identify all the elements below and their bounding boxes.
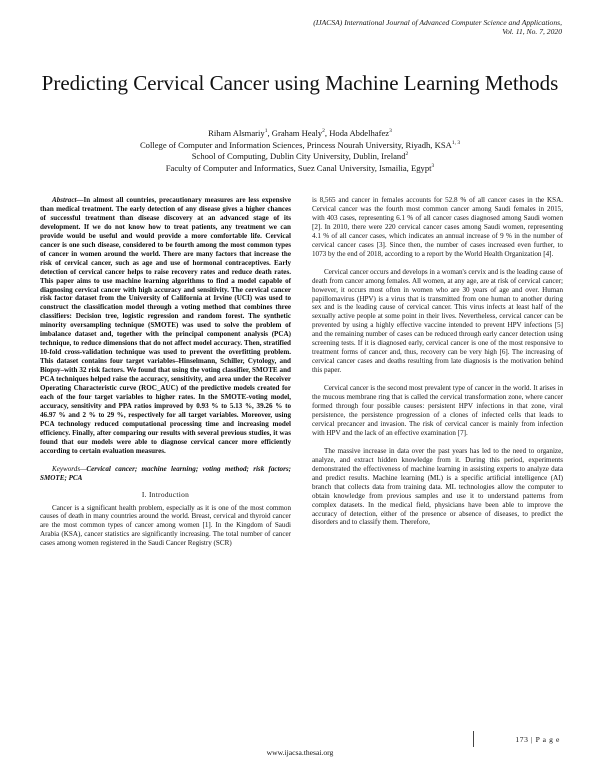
keywords-lead: Keywords—	[52, 464, 87, 473]
affiliation-1: College of Computer and Information Sciences, Princess Nourah University, Riyadh, KSA$^{1, 3}$	[139, 139, 461, 150]
author-names: Riham Alsmariy$^1$, Graham Healy$^2$, Hoda Abdelhafez$^3$	[208, 128, 392, 138]
author-1: Riham Alsmariy	[208, 128, 265, 138]
affiliation-3: Faculty of Computer and Informatics, Suez Canal University, Ismailia, Egypt$^3$	[165, 162, 435, 173]
journal-header	[202, 18, 562, 37]
abstract-text: In almost all countries, precautionary measures are less expensive than medical treatment. The early detection of any disease gives a higher chances of successful treatment than disease discovery at an advanced stage of its development. If we do not know how to treat patients, any treatment we can provide would be useful and would provide a more comfortable life. Cervical cancer is one such disease, considered to be fourth among the most common types of cancer in women around the world. There are many factors that increase the risk of cervical cancer, such as age and use of hormonal contraceptives. Early detection of cervical cancer helps to raise recovery rates and reduce death rates. This paper aims to use machine learning algorithms to find a model capable of diagnosing cervical cancer with high accuracy and sensitivity. The cervical cancer risk factor dataset from the University of California at Irvine (UCI) was used to construct the classification model through a voting method that combines three classifiers: Decision tree, logistic regression and random forest. The synthetic minority oversampling technique (SMOTE) was used to solve the problem of imbalance dataset and, together with the principal component analysis (PCA) technique, to reduce dimensions that do not affect model accuracy. Then, stratified 10-fold cross-validation technique was used to prevent the overfitting problem. This dataset contains four target variables–Hinselmann, Schiller, Cytology, and Biopsy–with 32 risk factors. We found that using the voting classifier, SMOTE and PCA techniques helped raise the accuracy, sensitivity, and area under the Receiver Operating Characteristic curve (ROC_AUC) of the predictive models created for each of the four target variables to higher rates. In the SMOTE-voting model, accuracy, sensitivity and PPA ratios improved by 0.93 % to 5.13 %, 39.26 % to 46.97 % and 2 % to 29 %, respectively for all target variables. Moreover, using PCA technology reduced computational processing time and increasing model efficiency. Finally, after comparing our results with several previous studies, it was found that our models were able to diagnose cervical cancer more efficiently according to certain evaluation measures.	[40, 196, 291, 455]
body-paragraph-4: The massive increase in data over the past years has led to the need to organize, analyze, and extract hidden knowledge from it. During this period, experiments demonstrated the effectiveness of machine learning in assisting experts to analyze data and predict results. Machine learning (ML) is a specific artificial intelligence (AI) branch that collects data from training data. ML technologies allow the computer to obtain knowledge from previous samples and use it to understand patterns from complex datasets. In the medical field, physicians have been able to improve the accuracy of detection, either of the presence or absence of diseases, to predict the disorders and to classify them. Therefore,	[312, 446, 563, 527]
author-1-sup: 1	[264, 128, 268, 135]
author-2-sup: 2	[322, 128, 325, 135]
author-3: Hoda Abdelhafez	[329, 128, 390, 138]
section-heading-introduction: I. Introduction	[141, 489, 190, 499]
abstract-lead: Abstract—	[52, 196, 84, 204]
paper-title: Predicting Cervical Cancer using Machine Learning Methods	[41, 71, 559, 96]
body-paragraph-3: Cervical cancer is the second most prevalent type of cancer in the world. It arises in the mucous membrane ring that is called the cervical transformation zone, where cancer formed through four possible causes: persistent HPV infections in that zone, viral persistence, the persistence progression of a clones of infected cells that leads to cervical precancer and invasion. The risk of cervical cancer is mainly from infection with HPV and the lack of an effective examination [7].	[312, 384, 563, 437]
author-2: Graham Healy	[271, 128, 323, 138]
journal-volume: Vol. 11, No. 7, 2020	[502, 27, 562, 37]
left-column	[40, 196, 291, 548]
page-number: 173 | P a g e	[515, 735, 560, 744]
keywords-text: Cervical cancer; machine learning; voting method; risk factors; SMOTE; PCA	[40, 464, 291, 482]
body-paragraph-2: Cervical cancer occurs and develops in a woman's cervix and is the leading cause of death from cancer among females. All women, at any age, are at risk of cervical cancer; however, it occurs most often in women who are 30 years of age and over. Human papillomavirus (HPV) is a virus that is transmitted from one human to another during sex and is the leading cause of cervical cancer. This virus infects at least half of the sexually active people at some point in their lives. Nevertheless, cervical cancer can be prevented by using a highly effective vaccine intended to prevent HPV infections [5] and the remaining number of cases can be reduced through early cancer detection using screening tests. If it is diagnosed early, cervical cancer is one of the most responsive to treatment forms of cancer and, thus, recovery can be very high [6]. The increasing of cervical cancer cases and deaths resulting from late diagnosis is the motivation behind this paper.	[312, 267, 563, 375]
abstract	[40, 196, 291, 456]
affiliation-2: School of Computing, Dublin City University, Dublin, Ireland$^2$	[191, 151, 409, 162]
author-3-sup: 3	[389, 128, 392, 135]
author-block	[40, 128, 560, 174]
right-column	[312, 196, 563, 527]
journal-url: www.ijacsa.thesai.org	[266, 748, 334, 757]
body-paragraph-1: is 8,565 and cancer in females accounts for 52.8 % of all cancer cases in the KSA. Cervical cancer was the fourth most common cancer among Saudi females in 2015, with 403 cases, representing 6.1 % of all cancer cases diagnosed among Saudi women [2]. In 2010, there were 220 cervical cancer cases among Saudi women, representing 4.1 % of all cancer cases, which indicates an annual increase of 9 % in the number of cervical cancer cases [3]. Since then, the number of cases increased even further, to 1073 by the end of 2018, according to a report by the World Health Organization [4].	[312, 196, 563, 258]
footer-divider	[473, 731, 474, 747]
keywords	[40, 465, 291, 483]
intro-paragraph-1: Cancer is a significant health problem, especially as it is one of the most common causes of death in many countries around the world. Breast, cervical and thyroid cancer are the most common types of cancer among women [1]. In the Kingdom of Saudi Arabia (KSA), cancer statistics are significantly increasing. The total number of cancer cases among women registered in the Saudi Cancer Registry (SCR)	[40, 503, 291, 548]
journal-name: (IJACSA) International Journal of Advanced Computer Science and Applications,	[313, 18, 562, 27]
